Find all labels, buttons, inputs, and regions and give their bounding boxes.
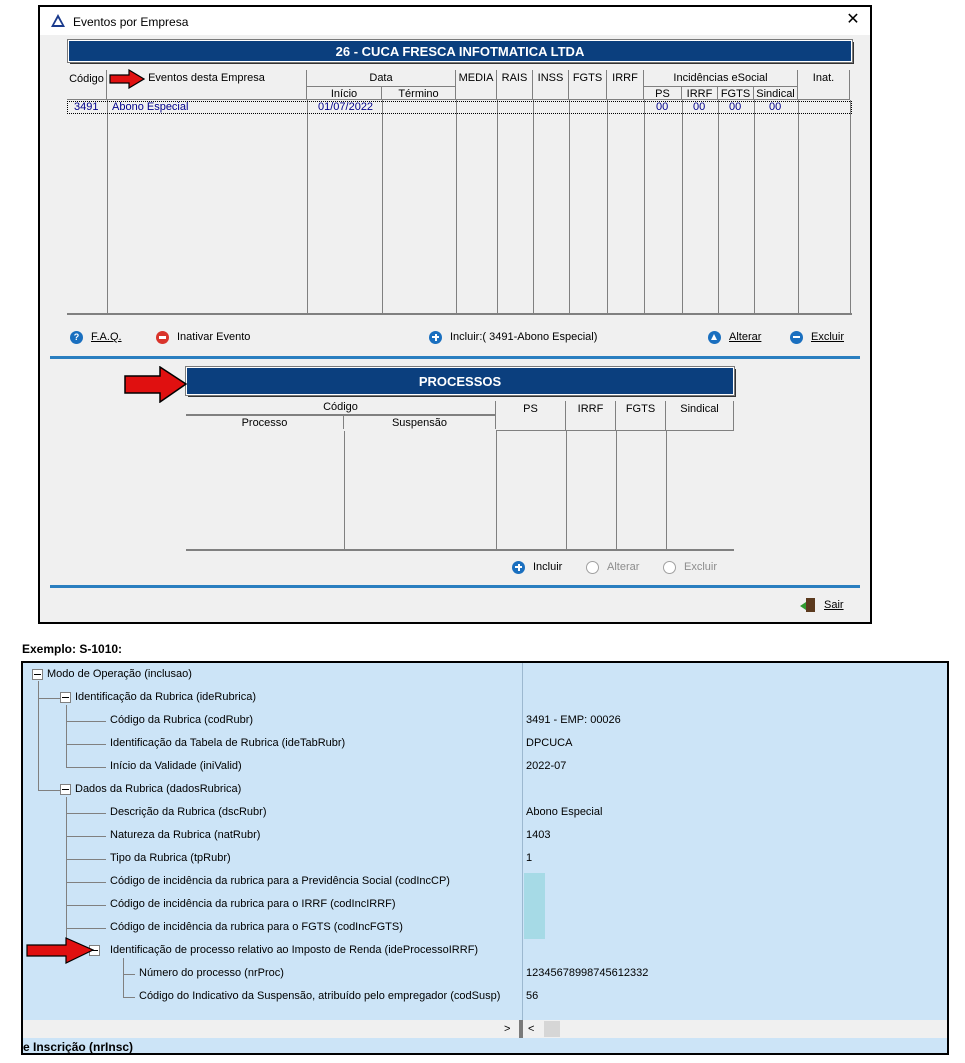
horizontal-scrollbar[interactable] xyxy=(23,1020,947,1038)
tree-node[interactable]: Código de incidência da rubrica para o FGTS (codIncFGTS) xyxy=(110,921,403,933)
tree-node[interactable]: Código do Indicativo da Suspensão, atribuído pelo empregador (codSusp) xyxy=(139,990,501,1002)
proc-incluir-button[interactable] xyxy=(512,558,562,576)
sair-label: Sair xyxy=(824,599,844,611)
table-row[interactable] xyxy=(67,101,852,114)
proc-excluir-label: Excluir xyxy=(684,561,718,573)
col-eventos-header[interactable]: Eventos desta Empresa xyxy=(107,70,307,100)
col-rais-header[interactable]: RAIS xyxy=(497,70,533,100)
processos-header: PROCESSOS xyxy=(186,367,734,395)
col-media-header[interactable]: MEDIA xyxy=(456,70,497,100)
tree-node[interactable]: Início da Validade (iniValid) xyxy=(110,760,242,772)
red-arrow-icon xyxy=(109,69,145,89)
col-fgts-header[interactable]: FGTS xyxy=(569,70,607,100)
excluir-button[interactable] xyxy=(790,328,844,346)
row-fgts: 00 xyxy=(729,101,742,113)
collapse-icon[interactable] xyxy=(60,784,71,795)
col-inc-fgts-header[interactable]: FGTS xyxy=(718,86,754,100)
tree-node[interactable]: Código de incidência da rubrica para a Previdência Social (codIncCP) xyxy=(110,875,450,887)
tree-value: 1403 xyxy=(526,829,551,841)
tree-node[interactable]: Identificação de processo relativo ao Imposto de Renda (ideProcessoIRRF) xyxy=(110,944,479,956)
tree-node[interactable]: Natureza da Rubrica (natRubr) xyxy=(110,829,261,841)
col-incidencias-header[interactable]: Incidências eSocial xyxy=(644,70,798,100)
window-title: Eventos por Empresa xyxy=(73,15,189,29)
help-icon: ? xyxy=(70,331,83,344)
alterar-button[interactable] xyxy=(708,328,761,346)
minus-icon xyxy=(790,331,803,344)
col-data-header[interactable]: Data xyxy=(307,70,456,100)
tree-value: 1 xyxy=(526,852,533,864)
col-proc-irrf-header[interactable]: IRRF xyxy=(566,401,616,431)
excluir-label: Excluir xyxy=(811,331,845,343)
tree-value: 12345678998745612332 xyxy=(526,967,649,979)
minus-icon xyxy=(663,561,676,574)
col-proc-codigo-header[interactable]: Código xyxy=(186,401,496,415)
eventos-window xyxy=(38,5,872,624)
proc-alterar-label: Alterar xyxy=(607,561,640,573)
row-codigo: 3491 xyxy=(74,101,99,113)
col-ps-header[interactable]: PS xyxy=(644,86,682,100)
title-bar xyxy=(40,7,870,35)
splitter-handle[interactable] xyxy=(519,1020,523,1038)
row-ps: 00 xyxy=(656,101,669,113)
incluir-label: Incluir:( 3491-Abono Especial) xyxy=(450,331,598,343)
block-icon xyxy=(156,331,169,344)
events-grid xyxy=(67,70,852,315)
col-proc-ps-header[interactable]: PS xyxy=(496,401,566,431)
col-inicio-header[interactable]: Início xyxy=(307,86,382,100)
col-sindical-header[interactable]: Sindical xyxy=(754,86,798,100)
col-processo-header[interactable]: Processo xyxy=(186,415,344,429)
col-proc-sindical-header[interactable]: Sindical xyxy=(666,401,734,431)
proc-excluir-button[interactable] xyxy=(663,558,717,576)
col-inc-irrf-header[interactable]: IRRF xyxy=(682,86,718,100)
col-inss-header[interactable]: INSS xyxy=(533,70,569,100)
inativar-evento-button[interactable] xyxy=(156,328,250,346)
tree-value: Abono Especial xyxy=(526,806,603,818)
tree-node[interactable]: Dados da Rubrica (dadosRubrica) xyxy=(75,783,242,795)
scroll-left-button[interactable]: < xyxy=(528,1023,535,1035)
col-inat-header[interactable]: Inat. xyxy=(798,70,850,100)
tree-node[interactable]: Código de incidência da rubrica para o IRRF (codIncIRRF) xyxy=(110,898,396,910)
row-inicio: 01/07/2022 xyxy=(318,101,374,113)
collapse-icon[interactable] xyxy=(60,692,71,703)
inativar-label: Inativar Evento xyxy=(177,331,251,343)
cut-off-label: e Inscrição (nrInsc) xyxy=(23,1040,134,1054)
tree-node[interactable]: Identificação da Tabela de Rubrica (ideTabRubr) xyxy=(110,737,346,749)
app-triangle-icon xyxy=(51,14,65,27)
incluir-evento-button[interactable] xyxy=(429,328,597,346)
tree-node[interactable]: Número do processo (nrProc) xyxy=(139,967,284,979)
red-arrow-icon xyxy=(124,366,187,403)
arrow-up-icon xyxy=(586,561,599,574)
tree-value: 56 xyxy=(526,990,539,1002)
footer-divider xyxy=(50,585,860,588)
plus-icon xyxy=(429,331,442,344)
row-evento: Abono Especial xyxy=(112,101,189,113)
tree-node[interactable]: Modo de Operação (inclusao) xyxy=(47,668,192,680)
close-button[interactable]: ✕ xyxy=(846,11,860,28)
exit-door-icon xyxy=(800,598,816,612)
tree-node[interactable]: Descrição da Rubrica (dscRubr) xyxy=(110,806,267,818)
red-arrow-icon xyxy=(26,937,94,964)
tree-value: DPCUCA xyxy=(526,737,573,749)
tree-node[interactable]: Tipo da Rubrica (tpRubr) xyxy=(110,852,231,864)
col-irrf-header[interactable]: IRRF xyxy=(607,70,644,100)
arrow-up-icon xyxy=(708,331,721,344)
collapse-icon[interactable] xyxy=(32,669,43,680)
section-divider xyxy=(50,356,860,359)
tree-node[interactable]: Código da Rubrica (codRubr) xyxy=(110,714,254,726)
row-sindical: 00 xyxy=(769,101,782,113)
col-suspensao-header[interactable]: Suspensão xyxy=(344,415,496,429)
tree-node[interactable]: Identificação da Rubrica (ideRubrica) xyxy=(75,691,256,703)
scroll-thumb[interactable] xyxy=(544,1021,560,1037)
sair-button[interactable] xyxy=(800,596,844,614)
company-header: 26 - CUCA FRESCA INFOTMATICA LTDA xyxy=(68,40,852,62)
proc-alterar-button[interactable] xyxy=(586,558,639,576)
processos-grid xyxy=(186,401,734,551)
col-termino-header[interactable]: Término xyxy=(382,86,456,100)
xml-tree-view xyxy=(21,661,949,1055)
plus-icon xyxy=(512,561,525,574)
col-proc-fgts-header[interactable]: FGTS xyxy=(616,401,666,431)
example-label: Exemplo: S-1010: xyxy=(22,642,123,656)
highlight-block xyxy=(524,873,545,939)
tree-value: 2022-07 xyxy=(526,760,567,772)
scroll-right-button[interactable]: > xyxy=(504,1023,511,1035)
alterar-label: Alterar xyxy=(729,331,762,343)
faq-label: F.A.Q. xyxy=(91,331,122,343)
col-codigo-header[interactable]: Código xyxy=(67,70,107,100)
faq-button[interactable] xyxy=(70,328,122,346)
tree-value: 3491 - EMP: 00026 xyxy=(526,714,621,726)
row-irrf: 00 xyxy=(693,101,706,113)
proc-incluir-label: Incluir xyxy=(533,561,563,573)
